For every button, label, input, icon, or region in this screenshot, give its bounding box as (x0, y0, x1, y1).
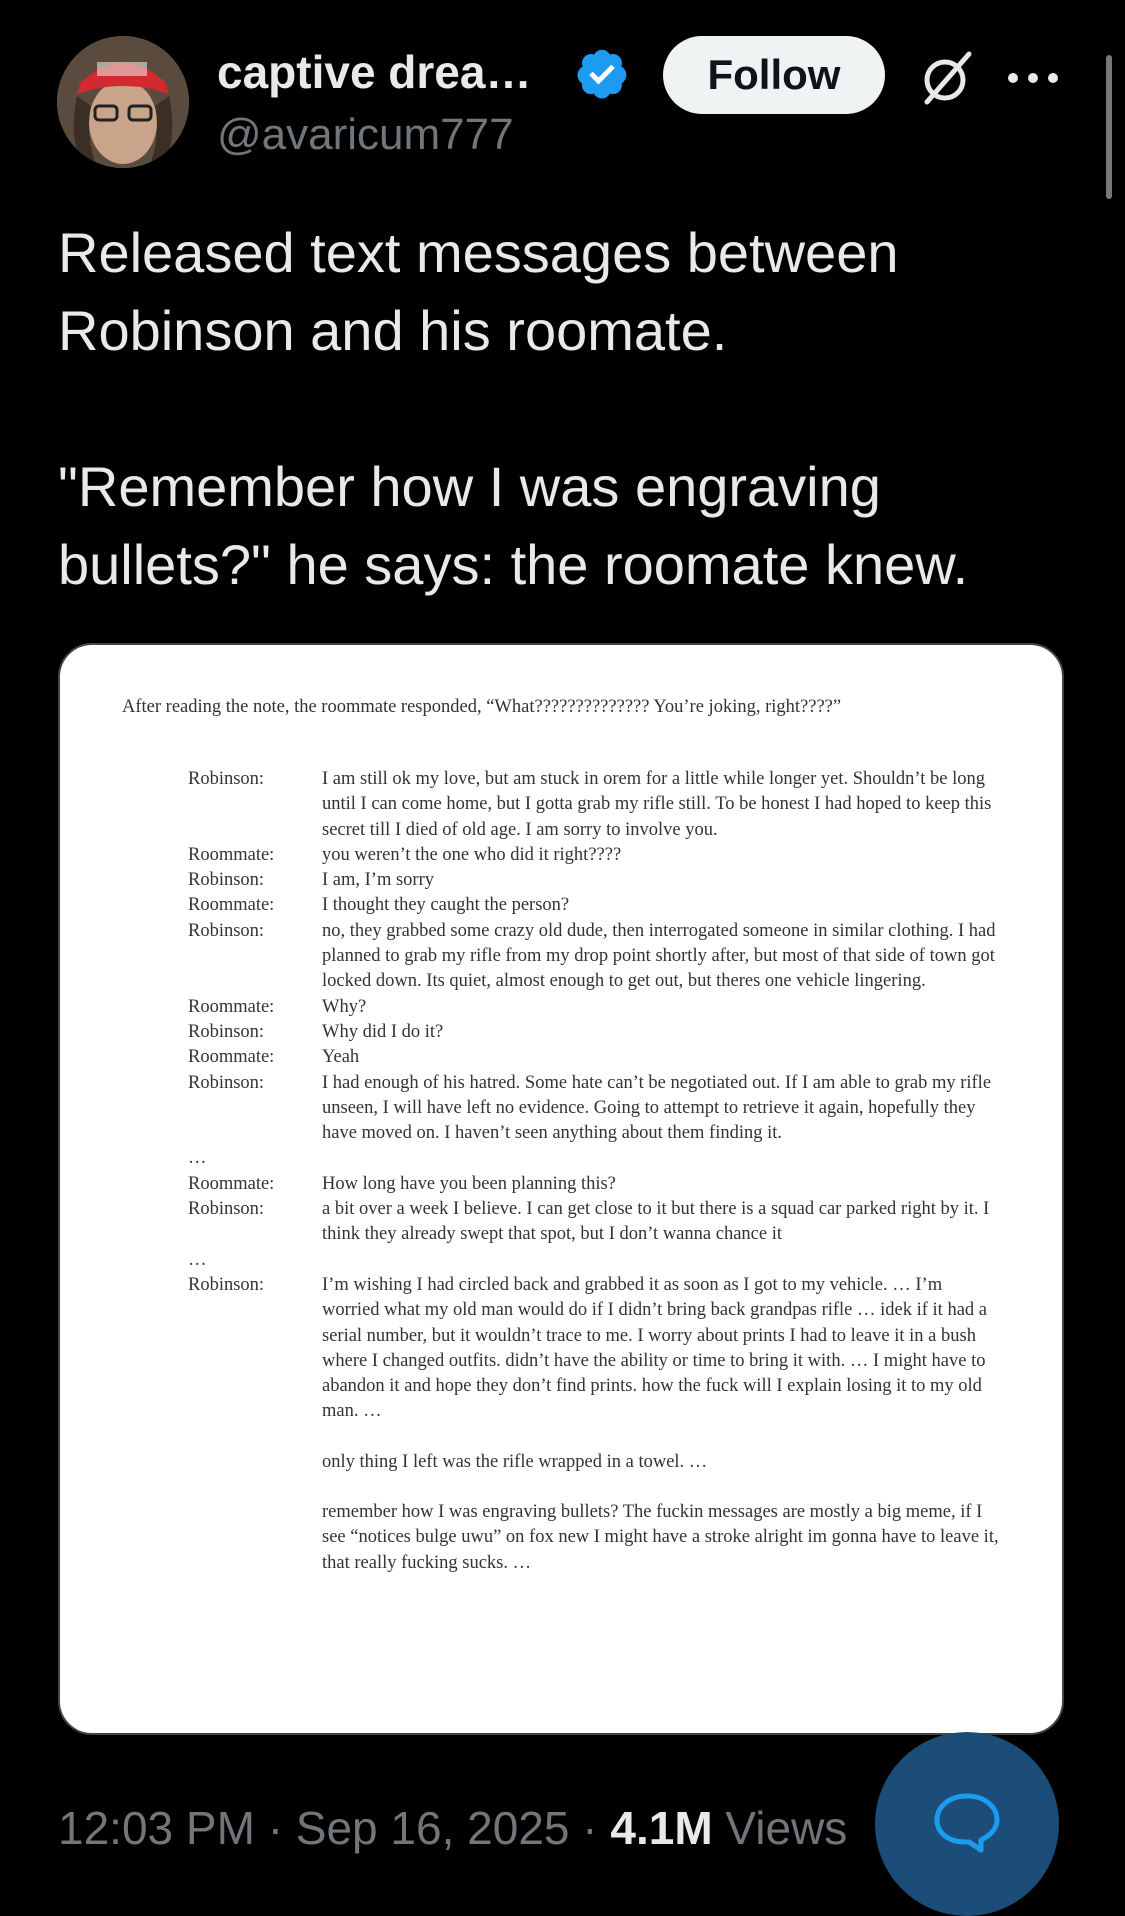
transcript-line (188, 843, 1008, 868)
transcript-line (188, 1273, 1008, 1425)
transcript-speaker: Robinson: (188, 769, 265, 789)
verified-badge-icon (574, 46, 630, 102)
transcript-message: How long have you been planning this? (322, 1173, 616, 1194)
transcript-speaker: Roommate: (188, 844, 275, 865)
transcript-ellipsis-mark: … (188, 1249, 207, 1270)
transcript-speaker: Robinson: (188, 1274, 265, 1295)
author-avatar[interactable] (57, 36, 189, 168)
author-handle[interactable]: @avaricum777 (217, 110, 514, 159)
transcript-line (188, 919, 1008, 995)
transcript-speaker: Robinson: (188, 920, 265, 941)
transcript-line (188, 1045, 1008, 1070)
transcript-message: only thing I left was the rifle wrapped in a towel. … (322, 1451, 708, 1472)
document-intro: After reading the note, the roommate responded, “What?????????????? You’re joking, right????” (122, 697, 842, 717)
more-horizontal-icon[interactable] (1005, 44, 1061, 104)
tweet-paragraph: Released text messages between Robinson and his roomate. (58, 221, 899, 362)
transcript-message: you weren’t the one who did it right???? (322, 844, 622, 865)
tweet-timestamp[interactable] (58, 1800, 847, 1856)
transcript-ellipsis-mark: … (188, 1148, 207, 1169)
tweet-media-image[interactable] (58, 643, 1064, 1735)
transcript-speaker (188, 1450, 322, 1475)
transcript-speaker: Roommate: (188, 1173, 275, 1194)
transcript-ellipsis (188, 1248, 1008, 1273)
tweet-text (58, 214, 1078, 604)
transcript-line (188, 1172, 1008, 1197)
transcript-line (188, 1500, 1008, 1576)
transcript-message: Why did I do it? (322, 1021, 444, 1042)
transcript-message: I am still ok my love, but am stuck in orem for a little while longer yet. Shouldn’t be long until I can come home, but I gotta grab my rifle still. To be honest I had hoped to keep this secret till I died of old age. I am sorry to involve you. (322, 769, 992, 840)
transcript-line (188, 1197, 1008, 1248)
transcript-speaker (188, 1500, 322, 1576)
transcript-message: I had enough of his hatred. Some hate can’t be negotiated out. If I am able to grab my rifle unseen, I will have left no evidence. Going to attempt to retrieve it again, hopefully they have moved on. I haven’t seen anything about them finding it. (322, 1072, 992, 1144)
transcript-line (188, 893, 1008, 918)
tweet-time: 12:03 PM (58, 1802, 255, 1854)
transcript-line (188, 1020, 1008, 1045)
transcript-message: I am, I’m sorry (322, 870, 434, 891)
transcript-speaker: Robinson: (188, 1072, 265, 1093)
separator-dot: · (267, 1802, 284, 1854)
transcript-message: remember how I was engraving bullets? The fuckin messages are mostly a big meme, if I see “notices bulge uwu” on fox new I might have a stroke alright im gonna have to leave it, that really fucking sucks. … (322, 1502, 999, 1573)
follow-button[interactable]: Follow (663, 36, 885, 114)
transcript-message: a bit over a week I believe. I can get close to it but there is a squad car parked right by it. I think they already swept that spot, but I don’t wanna chance it (322, 1199, 990, 1245)
transcript-ellipsis (188, 1146, 1008, 1171)
transcript-line (188, 767, 1008, 843)
scrollbar-thumb[interactable] (1106, 55, 1112, 199)
transcript-message: Yeah (322, 1047, 360, 1068)
tweet-date: Sep 16, 2025 (295, 1802, 570, 1854)
transcript-speaker: Robinson: (188, 870, 265, 891)
grok-slash-icon[interactable] (917, 48, 977, 108)
views-count: 4.1M (610, 1802, 713, 1854)
document-transcript (188, 767, 1008, 1576)
transcript-speaker: Robinson: (188, 1021, 265, 1042)
transcript-line (188, 868, 1008, 893)
transcript-speaker: Roommate: (188, 1047, 275, 1068)
transcript-message: I thought they caught the person? (322, 895, 570, 916)
transcript-line (188, 1071, 1008, 1147)
views-label: Views (725, 1802, 848, 1854)
transcript-speaker: Roommate: (188, 996, 275, 1017)
author-display-name[interactable]: captive drea… (217, 46, 532, 98)
transcript-message: no, they grabbed some crazy old dude, then interrogated someone in similar clothing. I had planned to grab my rifle from my drop point shortly after, but most of that side of town got locked down. Its quiet, almost enough to get out, but theres one vehicle lingering. (322, 920, 996, 992)
transcript-speaker: Robinson: (188, 1199, 265, 1220)
reply-fab-button[interactable] (875, 1732, 1059, 1916)
transcript-message: Why? (322, 996, 367, 1017)
transcript-line (188, 1450, 1008, 1475)
transcript-speaker: Roommate: (188, 895, 275, 916)
separator-dot: · (582, 1802, 598, 1854)
transcript-message: I’m wishing I had circled back and grabbed it as soon as I got to my vehicle. … I’m worried what my old man would do if I didn’t bring back grandpas rifle … idek if it had a serial number, but it wouldn’t trace to me. I worry about prints I had to leave it in a bush where I changed outfits. didn’t have the ability or time to bring it with. … I might have to abandon it and hope they don’t find prints. how the fuck will I explain losing it to my old man. … (322, 1274, 987, 1422)
tweet-paragraph: "Remember how I was engraving bullets?" he says: the roomate knew. (58, 455, 969, 596)
reply-bubble-icon (931, 1790, 1003, 1859)
transcript-line (188, 995, 1008, 1020)
